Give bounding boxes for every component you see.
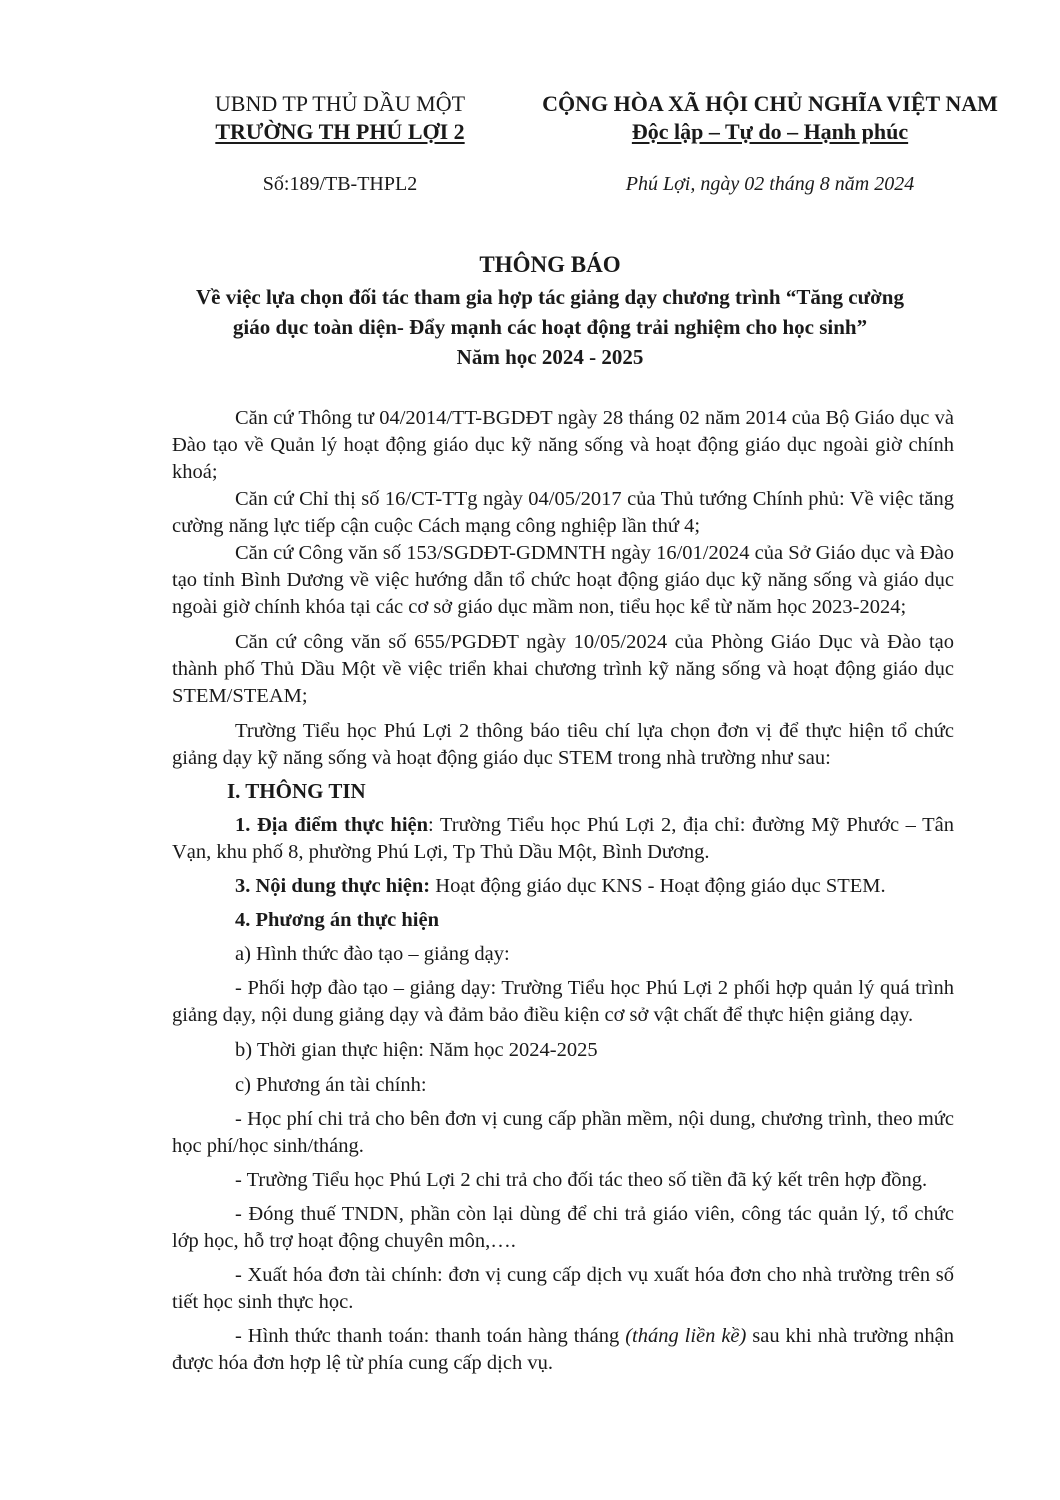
- document-body: [172, 405, 954, 1377]
- plan-c-item-3: - Đóng thuế TNDN, phần còn lại dùng để chi trả giáo viên, công tác quản lý, tổ chức lớp học, hỗ trợ hoạt động chuyên môn,….: [172, 1203, 954, 1252]
- item-location-text: : Trường Tiểu học Phú Lợi 2, địa chỉ: đường Mỹ Phước – Tân Vạn, khu phố 8, phường Phú Lợi, Tp Thủ Dầu Một, Bình Dương.: [172, 814, 954, 863]
- plan-c-item-5-post: sau khi nhà trường nhận được hóa đơn hợp lệ từ phía cung cấp dịch vụ.: [172, 1325, 954, 1374]
- national-title: CỘNG HÒA XÃ HỘI CHỦ NGHĨA VIỆT NAM: [542, 91, 998, 116]
- issuing-authority: UBND TP THỦ DẦU MỘT: [214, 91, 466, 116]
- legal-basis-3: Căn cứ Công văn số 153/SGDĐT-GDMNTH ngày 16/01/2024 của Sở Giáo dục và Đào tạo tỉnh Bình Dương về việc hướng dẫn tổ chức hoạt động giáo dục kỹ năng sống và giáo dục ngoài giờ chính khóa tại các cơ sở giáo dục mầm non, tiểu học kể từ năm học 2023-2024;: [172, 542, 954, 618]
- legal-basis-2: Căn cứ Chỉ thị số 16/CT-TTg ngày 04/05/2017 của Thủ tướng Chính phủ: Về việc tăng cường năng lực tiếp cận cuộc Cách mạng công nghiệp lần thứ 4;: [172, 488, 954, 537]
- plan-c-item-5: [172, 1323, 954, 1377]
- national-motto: [520, 118, 1020, 146]
- item-location-label: 1. Địa điểm thực hiện: [235, 814, 429, 836]
- item-content-label: 3. Nội dung thực hiện:: [235, 875, 431, 897]
- place-date: Phú Lợi, ngày 02 tháng 8 năm 2024: [625, 173, 915, 195]
- plan-c-item-4: - Xuất hóa đơn tài chính: đơn vị cung cấp dịch vụ xuất hóa đơn cho nhà trường trên số tiết học sinh thực học.: [172, 1264, 954, 1313]
- document-title: THÔNG BÁO: [479, 252, 621, 277]
- item-content: [172, 873, 954, 900]
- plan-c-item-1: - Học phí chi trả cho bên đơn vị cung cấp phần mềm, nội dung, chương trình, theo mức học phí/học sinh/tháng.: [172, 1108, 954, 1157]
- plan-a-heading: a) Hình thức đào tạo – giảng dạy:: [235, 943, 510, 965]
- item-content-text: Hoạt động giáo dục KNS - Hoạt động giáo dục STEM.: [430, 875, 886, 897]
- plan-c-item-2: - Trường Tiểu học Phú Lợi 2 chi trả cho đối tác theo số tiền đã ký kết trên hợp đồng.: [235, 1169, 928, 1191]
- title-subject-line-2: giáo dục toàn diện- Đẩy mạnh các hoạt động trải nghiệm cho học sinh”: [232, 315, 868, 339]
- announcement-intro: Trường Tiểu học Phú Lợi 2 thông báo tiêu chí lựa chọn đơn vị để thực hiện tổ chức giảng dạy kỹ năng sống và hoạt động giáo dục STEM trong nhà trường như sau:: [172, 720, 954, 769]
- plan-b-time: b) Thời gian thực hiện: Năm học 2024-2025: [235, 1039, 598, 1061]
- plan-c-item-5-italic: (tháng liền kề): [625, 1325, 747, 1347]
- plan-c-heading: c) Phương án tài chính:: [235, 1074, 427, 1096]
- school-name: [190, 118, 490, 146]
- title-subject-line-1: Về việc lựa chọn đối tác tham gia hợp tác giảng dạy chương trình “Tăng cường: [196, 285, 904, 309]
- plan-c-item-5-pre: - Hình thức thanh toán: thanh toán hàng tháng: [235, 1325, 626, 1347]
- plan-a-detail: - Phối hợp đào tạo – giảng dạy: Trường Tiểu học Phú Lợi 2 phối hợp quản lý quá trình giảng dạy, nội dung giảng dạy và đảm bảo điều kiện cơ sở vật chất để thực hiện giảng dạy.: [172, 977, 954, 1026]
- national-motto-text: Độc lập – Tự do – Hạnh phúc: [631, 119, 909, 144]
- title-school-year: Năm học 2024 - 2025: [456, 345, 644, 369]
- section-heading-info: I. THÔNG TIN: [227, 779, 366, 803]
- legal-basis-1: Căn cứ Thông tư 04/2014/TT-BGDĐT ngày 28 tháng 02 năm 2014 của Bộ Giáo dục và Đào tạo về Quản lý hoạt động giáo dục kỹ năng sống và hoạt động giáo dục ngoài giờ chính khoá;: [172, 407, 954, 483]
- document-number: Số:189/TB-THPL2: [262, 173, 418, 195]
- document-header: [0, 85, 1060, 205]
- school-name-text: TRƯỜNG TH PHÚ LỢI 2: [215, 119, 465, 144]
- legal-basis-4: Căn cứ công văn số 655/PGDĐT ngày 10/05/2024 của Phòng Giáo Dục và Đào tạo thành phố Thủ Dầu Một về việc triển khai chương trình kỹ năng sống và hoạt động giáo dục STEM/STEAM;: [172, 631, 954, 707]
- item-plan-heading: 4. Phương án thực hiện: [235, 909, 439, 931]
- title-block: [150, 250, 950, 372]
- item-location: [172, 812, 954, 866]
